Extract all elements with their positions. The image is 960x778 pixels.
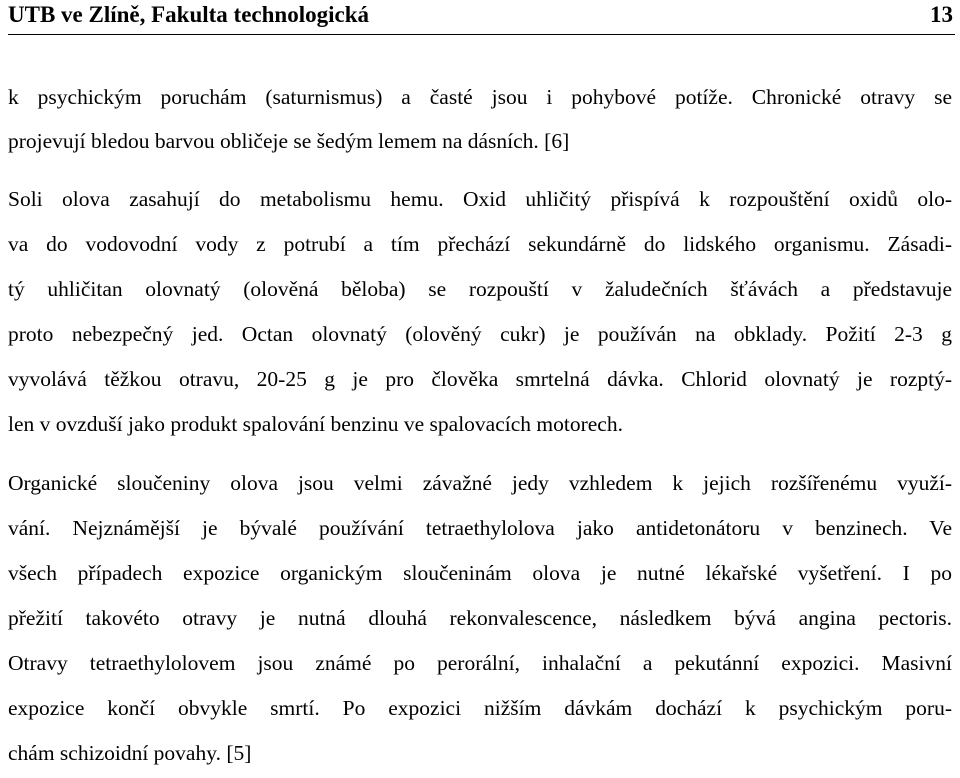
page-header: [8, 0, 955, 35]
text-line: projevují bledou barvou obličeje se šedým lemem na dásních. [6]: [8, 129, 570, 153]
text-line: Soli olova zasahují do metabolismu hemu. Oxid uhličitý přispívá k rozpouštění oxidů olo-: [8, 187, 952, 211]
text-line: Otravy tetraethylolovem jsou známé po perorální, inhalační a pekutánní expozici. Masivní: [8, 651, 952, 675]
text-line: va do vodovodní vody z potrubí a tím přechází sekundárně do lidského organismu. Zásadi-: [8, 232, 952, 256]
page-number: 13: [930, 2, 953, 27]
text-line: tý uhličitan olovnatý (olověná běloba) se rozpouští v žaludečních šťávách a představuje: [8, 277, 952, 301]
text-line: expozice končí obvykle smrtí. Po expozici nižším dávkám dochází k psychickým poru-: [8, 696, 952, 720]
text-line: Organické sloučeniny olova jsou velmi závažné jedy vzhledem k jejich rozšířenému využí-: [8, 471, 952, 495]
text-line: proto nebezpečný jed. Octan olovnatý (olověný cukr) je používán na obklady. Požití 2-3 g: [8, 322, 952, 346]
text-line: přežití takovéto otravy je nutná dlouhá rekonvalescence, následkem bývá angina pectoris.: [8, 606, 952, 630]
text-line: vyvolává těžkou otravu, 20-25 g je pro člověka smrtelná dávka. Chlorid olovnatý je rozptý-: [8, 367, 952, 391]
header-title: UTB ve Zlíně, Fakulta technologická: [8, 2, 369, 27]
text-line: k psychickým poruchám (saturnismus) a časté jsou i pohybové potíže. Chronické otravy se: [8, 85, 952, 109]
text-line: len v ovzduší jako produkt spalování benzinu ve spalovacích motorech.: [8, 412, 623, 436]
text-line: chám schizoidní povahy. [5]: [8, 741, 252, 765]
text-line: vání. Nejznámější je bývalé používání tetraethylolova jako antidetonátoru v benzinech. Ve: [8, 516, 952, 540]
text-line: všech případech expozice organickým sloučeninám olova je nutné lékařské vyšetření. I po: [8, 561, 952, 585]
